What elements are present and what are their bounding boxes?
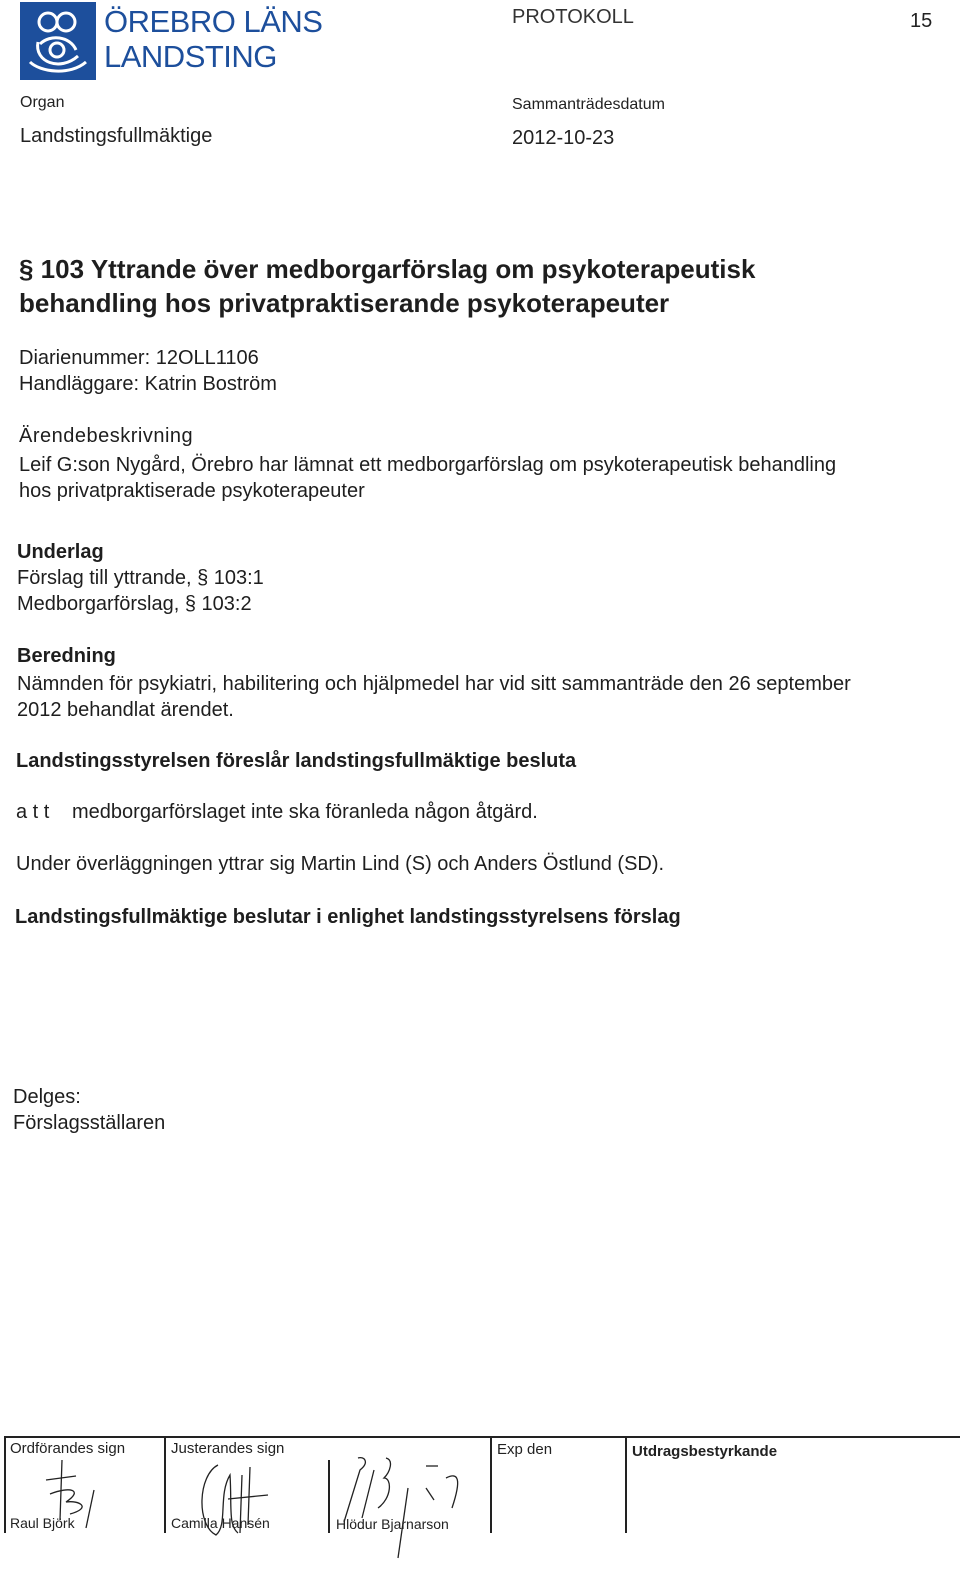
arendebeskrivning-heading: Ärendebeskrivning: [19, 425, 194, 447]
decision-text: Landstingsfullmäktige beslutar i enlighet landstingsstyrelsens förslag: [15, 906, 681, 928]
section-title-line-2: behandling hos privatpraktiserande psykoterapeuter: [19, 288, 670, 318]
underlag-item-2: Medborgarförslag, § 103:2: [17, 593, 252, 615]
underlag-heading: Underlag: [17, 541, 104, 563]
logo-line-1: ÖREBRO LÄNS: [104, 4, 323, 39]
ordforande-label: Ordförandes sign: [10, 1440, 126, 1457]
footer-top-rule: [4, 1436, 960, 1438]
page-number: 15: [910, 10, 933, 32]
signature-hlodur-bjarnarson: [334, 1448, 474, 1560]
section-title: [19, 252, 919, 320]
footer-divider-0: [4, 1436, 6, 1533]
handlaggare: Handläggare: Katrin Boström: [19, 373, 277, 395]
beredning-line-1: Nämnden för psykiatri, habilitering och hjälpmedel har vid sitt sammanträde den 26 september: [17, 673, 851, 695]
document-type: PROTOKOLL: [512, 6, 634, 28]
signature-raul-bjork: [40, 1450, 120, 1530]
diarienummer: Diarienummer: 12OLL1106: [19, 347, 259, 369]
logo-emblem-icon: [20, 2, 96, 80]
exp-label: Exp den: [497, 1441, 553, 1458]
landsting-logo-emblem: [20, 2, 96, 80]
footer-divider-3: [490, 1436, 492, 1533]
utdrag-label: Utdragsbestyrkande: [632, 1443, 778, 1460]
beredning-heading: Beredning: [17, 645, 116, 667]
signature-camilla-hansen: [188, 1455, 278, 1545]
beredning-text: [17, 671, 952, 723]
justerande-name-2: Hlödur Bjarnarson: [336, 1516, 449, 1532]
footer-divider-2: [328, 1460, 330, 1533]
att-text: medborgarförslaget inte ska föranleda någon åtgärd.: [72, 801, 538, 823]
logo-wordmark: [104, 4, 322, 74]
organ-label: Organ: [20, 94, 65, 111]
delges-value: Förslagsställaren: [13, 1112, 166, 1134]
footer-divider-1: [164, 1436, 166, 1533]
date-label: Sammanträdesdatum: [512, 96, 665, 113]
justerande-name-1: Camilla Hansén: [171, 1515, 270, 1531]
discussion-text: Under överläggningen yttrar sig Martin Lind (S) och Anders Östlund (SD).: [16, 853, 665, 875]
beredning-line-2: 2012 behandlat ärendet.: [17, 699, 234, 721]
date-value: 2012-10-23: [512, 127, 615, 149]
section-title-line-1: § 103 Yttrande över medborgarförslag om psykoterapeutisk: [19, 254, 756, 284]
arendebeskrivning-line-2: hos privatpraktiserade psykoterapeuter: [19, 480, 365, 502]
logo-line-2: LANDSTING: [104, 39, 277, 74]
footer-divider-4: [625, 1436, 627, 1533]
organ-value: Landstingsfullmäktige: [20, 125, 213, 147]
justerande-label: Justerandes sign: [171, 1440, 285, 1457]
proposal-heading: Landstingsstyrelsen föreslår landstingsfullmäktige besluta: [16, 750, 577, 772]
delges-label: Delges:: [13, 1086, 81, 1108]
arendebeskrivning-text: [19, 452, 949, 504]
underlag-item-1: Förslag till yttrande, § 103:1: [17, 567, 264, 589]
att-label: a t t: [16, 801, 50, 823]
arendebeskrivning-line-1: Leif G:son Nygård, Örebro har lämnat ett medborgarförslag om psykoterapeutisk behandling: [19, 454, 837, 476]
ordforande-name: Raul Björk: [10, 1515, 75, 1531]
